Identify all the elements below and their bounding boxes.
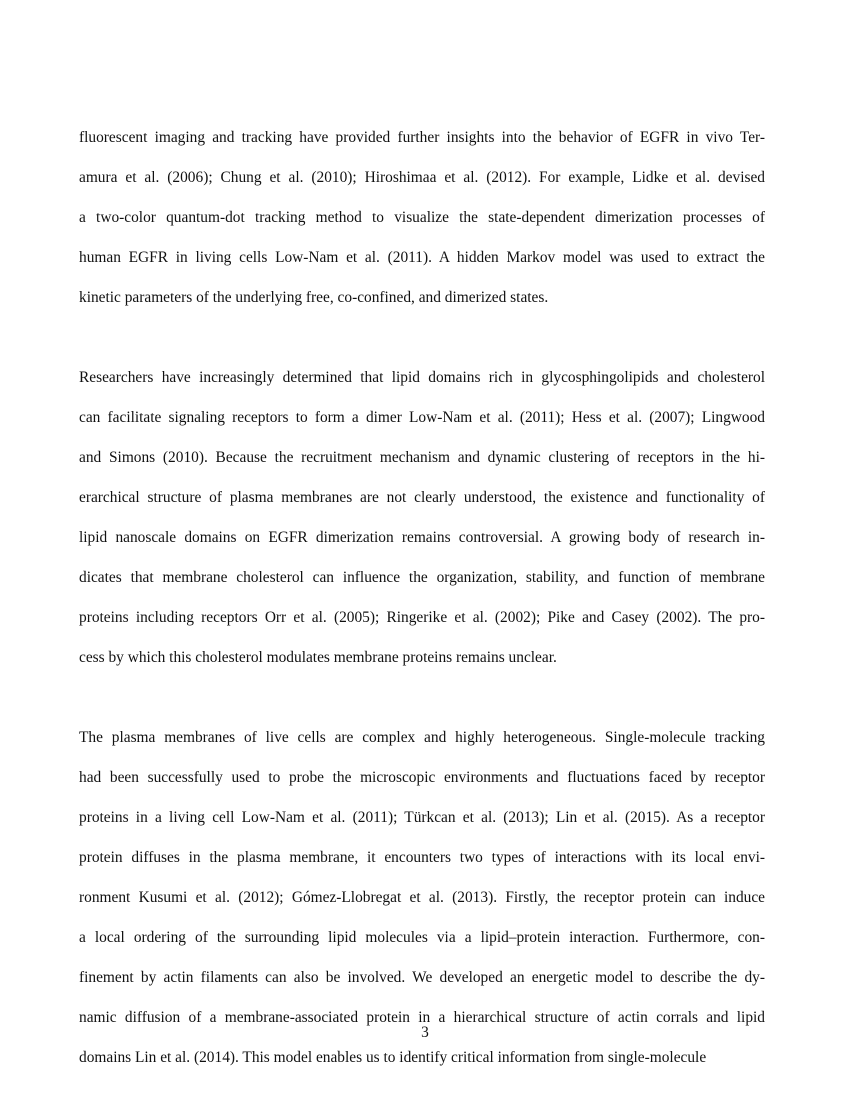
text-line: erarchical structure of plasma membranes are not clearly understood, the existence and functionality of [79, 489, 765, 506]
text-line: human EGFR in living cells Low-Nam et al. (2011). A hidden Markov model was used to extract the [79, 249, 765, 266]
text-line: proteins including receptors Orr et al. (2005); Ringerike et al. (2002); Pike and Casey (2002). The pro- [79, 609, 765, 626]
text-line: ronment Kusumi et al. (2012); Gómez-Llobregat et al. (2013). Firstly, the receptor protein can induce [79, 889, 765, 906]
text-line: lipid nanoscale domains on EGFR dimerization remains controversial. A growing body of research in- [79, 529, 765, 546]
text-line: a two-color quantum-dot tracking method to visualize the state-dependent dimerization processes of [79, 209, 765, 226]
text-line: domains Lin et al. (2014). This model enables us to identify critical information from single-molecule [79, 1049, 707, 1066]
paragraph-2 [79, 358, 765, 678]
page-number: 3 [421, 1024, 429, 1041]
text-line: a local ordering of the surrounding lipid molecules via a lipid–protein interaction. Furthermore, con- [79, 929, 765, 946]
text-line: proteins in a living cell Low-Nam et al. (2011); Türkcan et al. (2013); Lin et al. (2015). As a receptor [79, 809, 765, 826]
text-line: finement by actin filaments can also be involved. We developed an energetic model to describe the dy- [79, 969, 765, 986]
text-line: cess by which this cholesterol modulates membrane proteins remains unclear. [79, 649, 557, 666]
text-line: kinetic parameters of the underlying free, co-confined, and dimerized states. [79, 289, 549, 306]
text-line: The plasma membranes of live cells are complex and highly heterogeneous. Single-molecule tracking [79, 729, 765, 746]
text-line: dicates that membrane cholesterol can influence the organization, stability, and function of membrane [79, 569, 765, 586]
body-text-column [79, 118, 765, 1078]
text-line: can facilitate signaling receptors to form a dimer Low-Nam et al. (2011); Hess et al. (2007); Lingwood [79, 409, 765, 426]
text-line: Researchers have increasingly determined that lipid domains rich in glycosphingolipids and cholesterol [79, 369, 765, 386]
text-line: protein diffuses in the plasma membrane, it encounters two types of interactions with its local envi- [79, 849, 765, 866]
paragraph-1 [79, 118, 765, 318]
text-line: amura et al. (2006); Chung et al. (2010); Hiroshimaa et al. (2012). For example, Lidke et al. devised [79, 169, 765, 186]
text-line: had been successfully used to probe the microscopic environments and fluctuations faced by receptor [79, 769, 765, 786]
text-line: and Simons (2010). Because the recruitment mechanism and dynamic clustering of receptors in the hi- [79, 449, 765, 466]
text-line: fluorescent imaging and tracking have provided further insights into the behavior of EGFR in vivo Ter- [79, 129, 765, 146]
text-line: namic diffusion of a membrane-associated protein in a hierarchical structure of actin corrals and lipid [79, 1009, 765, 1026]
